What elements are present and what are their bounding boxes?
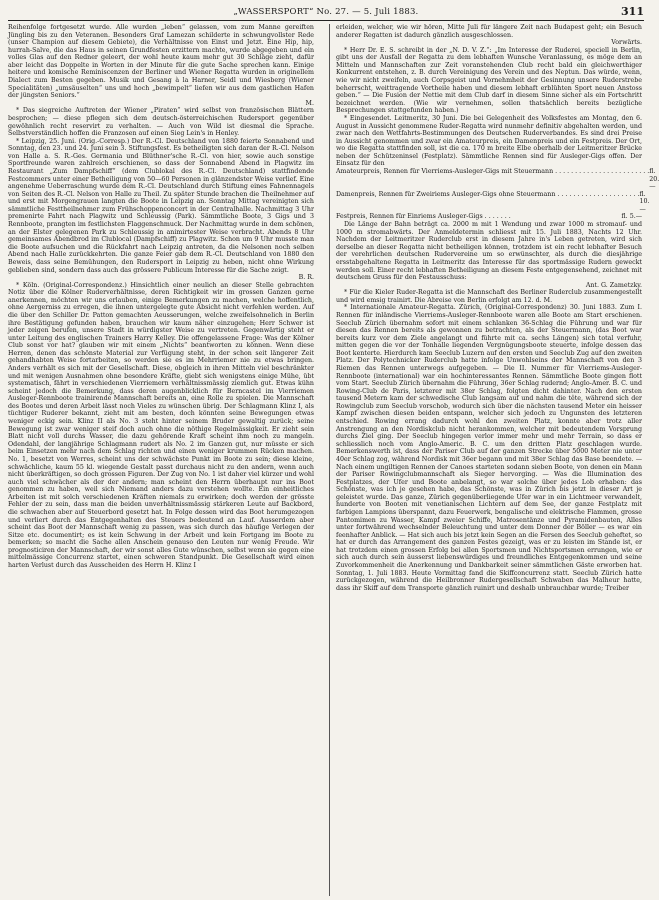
fee-label: Festpreis, Rennen für Einriems Ausleger-Gigs . . . . . . .	[336, 213, 511, 221]
article-paragraph: erleiden, welcher, wie wir hören, Mitte Juli für längere Zeit nach Budapest geht; ein Besuch anderer Regatten ist dadurch gänzlich ausgeschlossen.	[336, 24, 642, 39]
article-paragraph: Die Länge der Bahn beträgt ca. 2000 m mit 1 Wendung und zwar 1000 m stromauf- und 1000 m stromabwärts. Der Anmeldetermin schliesst mit 15. Juli 1883, Nachts 12 Uhr. Nachdem der Leitmeritzer Ruderclub erst in diesem Jahre in's Leben getreten, wird sich derselbe an dieser Regatta nicht betheiligen können, trotzdem ist ein recht lebhafter Besuch der verehrlichen deutschen Rudervereine um so erwünschter, als durch die diesjährige ersstabgehaltene Regatta in Leitmeritz das Interesse für das sportmässige Rudern geweckt werden soll. Einer recht lebhaften Betheiligung an diesem Feste entgegensehend, zeichnet mit deutschem Gruss für den Festausschuss:	[336, 221, 642, 282]
fee-row	[336, 213, 642, 221]
article-paragraph: * Leipzig, 25. Juni. (Orig.-Corresp.) Der R.-Cl. Deutschland von 1880 feierte Sonnabend und Sonntag, den 23. und 24. Juni sein 3. Stiftungsfest. Es betheiligten sich daran der R.-Cl. Nelson von Halle a. S. R.-Ges. Germania und Blüthner'sche R.-Cl. von hier, sowie auch sonstige Sportfreunde waren zahlreich erschienen, so dass der Sonnabend Abend in Plagwitz im Restaurant „Zum Dampfschiff“ (dem Clublokal des R.-Cl. Deutschland) stattfindende Festcommers unter einer Betheiligung von 50—60 Personen in glänzendster Weise verlief. Eine angenehme Ueberraschung wurde dem R.-Cl. Deutschland durch Stiftung eines Fahnennagels von Seiten des R.-Cl. Nelson von Halle zu Theil. Zu später Stunde brachen die Theilnehmer auf und erst mit Morgengrauen langten die Boote in Leipzig an. Sonntag Mittag vereinigten sich sämmtliche Festtheilnehmer zum Frühschoppenconcert in der Centralhalle. Nachmittag 3 Uhr premenirte Fahrt nach Plagwitz und Schleussig (Park). Sämmtliche Boote, 3 Gigs und 3 Rennboote, prangten im festlichsten Flaggenschmuck. Der Nachmittag wurde in dem schönen, an der Elster gelegenen Park zu Schleussig in animirtester Weise verbracht. Abends 8 Uhr gemeinsames Abendbrod im Clublocal (Dampfschiff) zu Plagwitz. Schon um 9 Uhr musste man die Boote aufsuchen und die Rückfahrt nach Leipzig antreten, da die Nelsonen noch selben Abend nach Halle zurückkehrten. Die ganze Feier gab dem R.-Cl. Deutschland von 1880 den Beweis, dass seine Bemühungen, den Rudersport in Leipzig zu heben, nicht ohne Wirkung geblieben sind, sondern dass auch das grössere Publicum Interesse für die Sache zeigt.	[8, 137, 314, 274]
fee-row	[336, 167, 659, 191]
fee-amount: fl. 10.—	[639, 190, 650, 213]
article-signature: Vorwärts.	[611, 39, 642, 47]
right-column	[336, 24, 659, 896]
article-paragraph: Reihenfolge fortgesetzt wurde. Alle wurden „leben“ gelassen, vom zum Manne gereiften Jüngling bis zu den Veteranen. Besonders Graf Lamezan schilderte in schwungvollster Rede (unser Champion auf diesem Gebiete), die Verhältnisse von Einst und Jetzt. Eine Hip, hip, hurrah-Salve, die das Haus in seinen Grundfesten erzittern machte, wurde abgegeben und ein volles Glas auf den Redner geleert, der wohl heute kaum mehr gut 30 Schläge zieht, dafür aber leicht das Doppelte in Worten in der Minute für die gute Sache sprechen kann. Einige heitere und komische Reminiscenzen der Berliner und Wiener Regatta wurden in originellem Dialect zum Besten gegeben. Musik und Gesang à la Harner, Seidl und Wiesberg (Wiener Specialitäten) „umsäuselten“ uns und hoch „bewimpelt“ liefen wir aus dem gastlichen Hafen der jüngsten Seniors.“	[8, 24, 314, 100]
fee-row	[336, 190, 650, 214]
article-paragraph: * Das siegreiche Auftreten der Wiener „Piraten“ wird selbst von französischen Blättern besprochen; — diese pflegen sich dem deutsch-österreichischen Rudersport gegenüber gewöhnlich recht reservirt zu verhalten. — Auch von Wild ist diesmal die Sprache. Selbstverständlich hoffen die Franzosen auf einen Sieg Lein's in Henley.	[8, 107, 314, 138]
fee-amount: fl. 20.—	[649, 167, 659, 191]
page-header	[8, 4, 644, 21]
fee-label: Amateurpreis, Rennen für Vierriems-Ausleger-Gigs mit Steuermann . . . . . . . . . . . . . . . . . . . . . . . .	[336, 167, 650, 175]
article-paragraph: * Eingesendet. Leitmeritz, 30 Juni. Die bei Gelegenheit des Volksfestes am Montag, den 6. August in Aussicht genommene Ruder-Regatta wird nunmehr definitiv abgehalten werden, und zwar nach den Wettfahrts-Bestimmungen des Deutschen Ruderverbandes. Es sind drei Preise in Aussicht genommen und zwar ein Amateurpreis, ein Damenpreis und ein Festpreis. Der Ort, wo die Regatta stattfinden soll, ist die ca. 170 m breite Elbe oberhalb der Leitmeritzer Brücke neben der Schützeninsel (Festplatz). Sämmtliche Rennen sind für Ausleger-Gigs offen. Der Einsatz für den	[336, 114, 642, 168]
article-paragraph: * Für die Kieler Ruder-Regatta ist die Mannschaft des Berliner Ruderclub zusammengestellt und wird emsig trainirt. Die Abreise von Berlin erfolgt am 12. d. M.	[336, 289, 642, 304]
fee-label: Damenpreis, Rennen für Zweiriems Ausleger-Gigs ohne Steuermann . . . . . . . . . . . . . . . . . . . . .	[336, 190, 640, 198]
running-title: „WASSERSPORT“ No. 27. — 5. Juli 1883.	[233, 7, 419, 17]
article-signature: Ant. G. Zametzky.	[585, 281, 642, 289]
page-number: 311	[621, 5, 644, 18]
article-paragraph: * Köln. (Original-Correspondenz.) Hinsichtlich einer neulich an dieser Stelle gebrachten Notiz über die Kölner Ruderverhältnisse, deren Richtigkeit wir im grossen Ganzen gerne anerkennen, möchten wir uns erlauben, einige Bemerkungen zu machen, welche hoffentlich, ohne Aergerniss zu erregen, die ihnen untergelegte gute Absicht nicht verfehlen werden. Auf die über den Schiller Dr. Patton gemachten Aeusserungen, welche zweifelsohnelich in Berlin ihre Bestätigung gefunden haben, brauchen wir kaum näher einzugehen; Herr Schwer ist jeder zeigen berufen, unsere Stadt in würdigster Weise zu vertreten. Gegenwärtig steht er unter Leitung des englischen Trainers Harry Kelley. Die offengelassene Frage: Was der Kölner Club sonst vor hat? glauben wir mit einem „Nichts“ beantworten zu können. Wenn diese Herren, denen das schönste Material zur Verfügung steht, in der schon seit längerer Zeit gehandhabten Weise fortarbeiten, so werden sie es im Mehrriemer nie zu etwas bringen. Anders verhält es sich mit der Gesellschaft. Diese, obgleich in ihren Mitteln viel beschränkter und mit wenigen Ausnahmen ohne besondere Kräfte, giebt sich wenigstens einige Mühe, übt systematisch, fährt in verschiedenen Vierriemern verhältnissmässig ziemlich gut. Etwas kühn scheint jedoch die Bemerkung, dass deren augenblicklich für Berncastel im Vierriemen Ausleger-Rennboote trainirende Mannschaft bereits an, eine Rolle zu spielen. Die Mannschaft des Bootes und deren Arbeit lässt noch Vieles zu wünschen übrig. Der Schlagmann Klinz I, als tüchtiger Ruderer bekannt, zieht mit am besten, doch könnten seine Bewegungen etwas weniger eckig sein. Klinz II als No. 3 steht hinter seinem Bruder gewaltig zurück; seine Bewegung ist zwar weniger steif doch auch ohne die nöthige Regelmässigkeit. Er zieht sein Blatt nicht voll durchs Wasser, die dazu gehörende Kraft scheint ihm noch zu mangeln. Odendahl, der langjährige Schlagmann rudert als No. 2 im Ganzen gut, nur müsste er sich beim Einsetzen mehr nach dem Schlag richten und einen weniger krummen Rücken machen. No. 1, besetzt von Werres, scheint uns der schwächste Punkt im Boote zu sein; diese kleine, schwächliche, kaum 55 kl. wiegende Gestalt passt durchaus nicht zu den andern, wenn auch nicht überkräftigen, so doch grossen Figuren. Der Zug von No. 1 ist daher viel kürzer und wohl auch viel schwächer als der der andern; man scheint den Herrn überhaupt nur ins Boot genommen zu haben, weil sich Niemand anders dazu verstehen wollte. Ein einheitliches Arbeiten ist mit solch verschiedenen Kräften niemals zu erwirken; doch werden der grösste Fehler der zu sein, dass man die beiden unverhältnissmässig stärkeren Leute auf Backbord, die schwachen aber auf Steuerbord gesetzt hat. In Folge dessen wird das Boot herumgezogen und verliert durch das Entgegenhalten des Steuers bedeutend an Lauf. Ausserdem aber scheint das Boot der Mannschaft wenig zu passen, was sich durch das häufige Verlegen der Sitze etc. documentirt; es ist kein Schwung in der Arbeit und kein Fortgang im Boote zu bemerken; so macht die Sache allen Anschein genauso den Leuten nur wenig Freude. Wir prognosticiren der Mannschaft, der wir sonst alles Gute wünschen, selbst wenn sie gegen eine mittelmässige Concurrenz startet, einen schweren Standpunkt. Die Gesellschaft wird einen harten Verlust durch das Ausscheiden des Herrn H. Klinz I	[8, 281, 314, 570]
fee-amount: fl. 5.—	[621, 213, 642, 221]
article-paragraph: * Internationale Amateur-Regatta. Zürich, (Original-Correspondenz) 30. Juni 1883. Zum I. Rennen für inländische Vierriems-Ausleger-Rennboote waren alle Boote am Start erschienen. Seeclub Zürich übernahm sofort mit einem schlanken 36-Schlag die Führung und war für diesen das Rennen bereits als gewonnen zu betrachten, als der Steuermann, (das Boot war bereits kurz vor dem Ziele angelangt und führte mit ca. sechs Längen) sich total verfuhr, mitten gegen die vor der Tonhalle liegenden Vergnügungsboote steuerte, infolge dessen das Boot kenterte. Hierdurch kam Seeclub Luzern auf den ersten und Seeclub Zug auf den zweiten Platz. Der Polytechnicker Ruderclub hatte infolge Unwohlseins der Mannschaft von den 3 Riemen das Rennen unterwegs aufgegeben. — Die II. Nummer für Vierriems-Ausleger-Rennboote (international) war ein hochinteressantes Rennen. Sämmtliche Boote gingen flott vom Start. Seeclub Zürich übernahm die Führung, 36er Schlag rudernd; Anglo-Amer. B. C. und Rowing-Club de Paris, letzterer mit 38er Schlag, folgten dicht dahinter. Nach den ersten tausend Metern kam der schwedische Club langsam auf und nahm die tête, während sich der Rowingclub zum Seeclub vorschob, wodurch sich über die nächsten tausend Meter ein heisser Kampf zwischen diesen beiden entspann, welcher sich jedoch zu Ungunsten des letzteren entschied. Rowing errang dadurch wohl den zweiten Platz, konnte aber trotz aller Anstrengung an den Nordiskclub nicht herankommen, welcher mit bedeutendem Vorsprung durchs Ziel ging. Der Seeclub hingegen verlor immer mehr und mehr Terrain, so dass er schliesslich noch vom Anglo-Americ. B. C. um den dritten Platz geschlagen wurde. Bemerkenswerth ist, dass der Pariser Club auf der ganzen Strecke über 5000 Meter nie unter 40er Schlag zog, während Nordisk mit 36er begann und mit 38er Schlag das Base beendete. — Nach einem ungiltigen Rennen der Canoes starteten sodann sieben Boote, von denen ein Mann der Pariser Rowingclubmannschaft als Sieger hervorging. — Was die Illumination des Festplatzes, der Ufer und Boote anbelangt, so war solche über jedes Lob erhaben: das Schönste, was ich je gesehen habe, das Schönste, was in Zürich bis jetzt in dieser Art je geleistet wurde. Das ganze, Zürich gegenüberliegende Ufer war in ein Lichtmeer verwandelt, hunderte von Booten mit venetianischen Lichtern auf dem See, der ganze Festplatz mit farbigen Lampions überspannt, dazu Feuerwerk, bengalische und elektrische Flammen, grosse Pantomimen zu Wasser, Kampf zweier Schiffe, Matrosentänze und Pyramidenbauten, Alles unter fortwährend wechselnder Beleuchtung und unter dem Donner der Böller — es war ein feenhafter Anblick. — Hat sich auch bis jetzt kein Segen an die Fersen des Seeclub geheftet, so hat er durch das Arrangement des ganzen Festes gezeigt, was er zu leisten im Stande ist, er hat trotzdem einen grossen Erfolg bei allen Sportsmen und Nichtsportsmen errungen, wie er sich auch durch sein äusserst liebenswürdiges und freundliches Entgegenkommen und seine Zuvorkommenheit die Anerkennung und Dankbarkeit seiner sämmtlichen Gäste erworben hat. Sonntag, 1. Juli 1883. Heute Vormittag fand die Skiffconcurrenz statt. Seeclub Zürich hatte zurückgezogen, während die Heilbronner Rudergesellschaft Schwaben das Malheur hatte, dass ihr Skiff auf dem Transporte gänzlich ruinirt und deshalb unbrauchbar wurde; Treiber	[336, 304, 642, 592]
article-signature: B. R.	[298, 274, 314, 282]
column-divider	[329, 24, 330, 896]
article-paragraph: * Herr Dr. E. S. schreibt in der „N. D. V. Z.“: „Im Interesse der Ruderei, speciell in Berlin, gibt uns der Ausfall der Regatta zu dem lebhaften Wunsche Veranlassung, es möge dem an Mitteln und Mannschaften zur Zeit voranstehenden Club recht bald ein gleichwerthiger Konkurrent entstehen, z. B. durch Vereinigung des Verein und des Neptun. Das würde, wenn, wie wir nicht zweifeln, auch Corpsgeist und Vornehmheit der Gesinnung unsere Ruderstrebe beherrscht, weittragende Vortheile haben und diesem lebhaft erblühten Sport neuen Anstoss geben.“ — Die Fusion der Nettie mit dem Club darf in diesem Sinne sicher als ein Fortschritt bezeichnet werden. (Wie wir vernehmen, sollen thatsächlich bereits bezügliche Besprechungen stattgefunden haben.)	[336, 46, 642, 115]
left-column	[8, 24, 314, 896]
article-signature: M.	[305, 99, 314, 107]
